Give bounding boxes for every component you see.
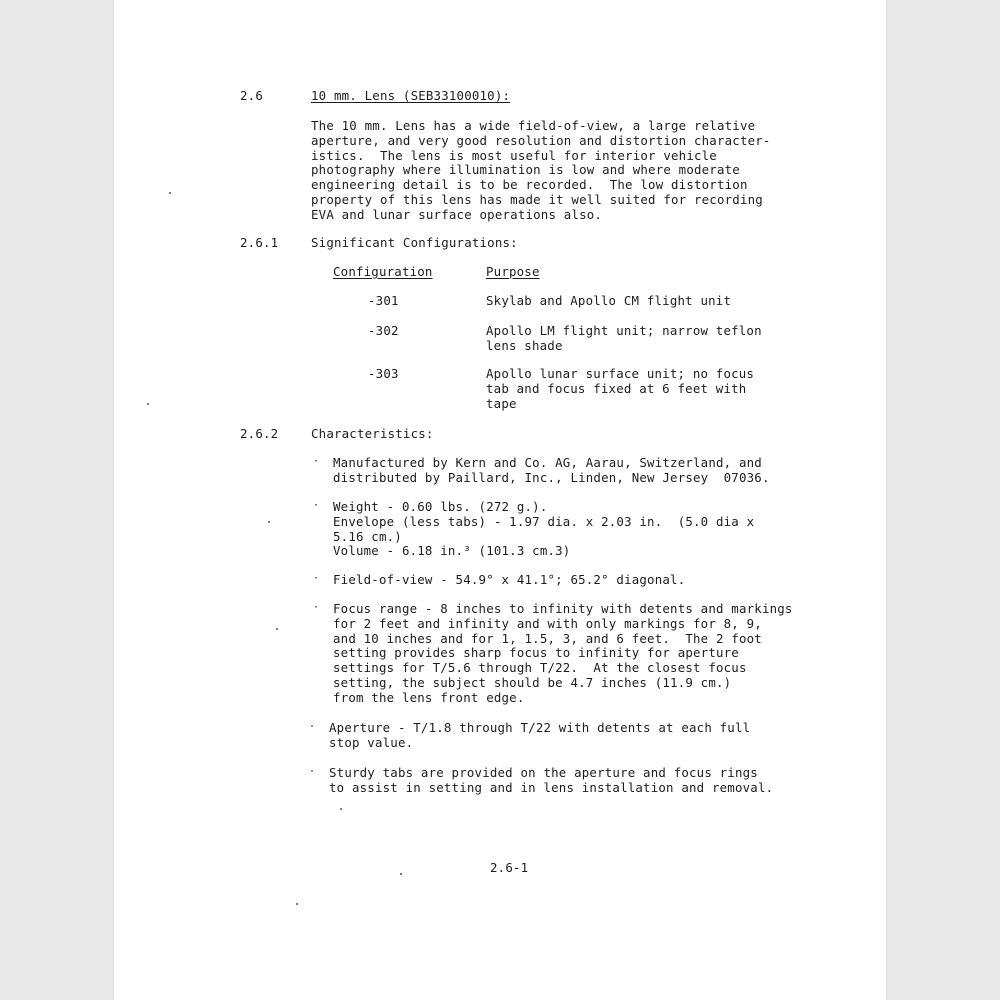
bullet-mark: · [313,573,320,584]
paragraph-line: engineering detail is to be recorded. The low distortion [311,177,748,193]
column-header-configuration: Configuration [333,264,433,279]
page-number: 2.6-1 [490,860,529,875]
scan-speck [400,873,402,875]
characteristic-line: Weight - 0.60 lbs. (272 g.). [333,499,548,514]
purpose-cell: Apollo LM flight unit; narrow teflon [486,323,762,338]
characteristic-line: Field-of-view - 54.9° x 41.1°; 65.2° diagonal. [333,572,686,587]
characteristic-line: Sturdy tabs are provided on the aperture and focus rings [329,765,758,780]
characteristic-line: Manufactured by Kern and Co. AG, Aarau, Switzerland, and [333,455,762,470]
characteristic-line: Volume - 6.18 in.³ (101.3 cm.3) [333,543,571,559]
paragraph-line: The 10 mm. Lens has a wide field-of-view, a large relative [311,118,756,133]
document-page [114,0,886,1000]
characteristic-line: settings for T/5.6 through T/22. At the closest focus [333,660,747,676]
section-title-2-6: 10 mm. Lens (SEB33100010): [311,88,511,103]
purpose-cell: tape [486,395,517,411]
section-title-2-6-2: Characteristics: [311,426,434,441]
config-cell: -303 [368,366,399,381]
paragraph-line: property of this lens has made it well suited for recording [311,192,763,207]
characteristic-line: Envelope (less tabs) - 1.97 dia. x 2.03 in. (5.0 dia x [333,513,755,529]
purpose-cell: Apollo lunar surface unit; no focus [486,366,755,381]
scan-speck [340,808,342,810]
characteristic-line: for 2 feet and infinity and with only markings for 8, 9, [333,615,762,631]
paragraph-line: EVA and lunar surface operations also. [311,206,603,222]
characteristic-line: from the lens front edge. [333,689,525,705]
characteristic-line: stop value. [329,734,414,750]
bullet-mark: · [309,766,316,777]
purpose-cell: tab and focus fixed at 6 feet with [486,380,747,396]
characteristic-line: Focus range - 8 inches to infinity with detents and markings [333,601,793,616]
paragraph-line: photography where illumination is low and where moderate [311,162,740,178]
section-number-2-6: 2.6 [240,88,263,103]
characteristic-line: and 10 inches and for 1, 1.5, 3, and 6 feet. The 2 foot [333,630,762,646]
scan-speck [276,628,278,630]
characteristic-line: setting, the subject should be 4.7 inches (11.9 cm.) [333,675,732,690]
bullet-mark: · [313,456,320,467]
scan-speck [296,903,298,905]
section-title-2-6-1: Significant Configurations: [311,235,518,250]
scan-speck [169,192,171,194]
purpose-cell: Skylab and Apollo CM flight unit [486,293,732,308]
bullet-mark: · [313,500,320,511]
purpose-cell: lens shade [486,337,563,353]
paragraph-line: istics. The lens is most useful for interior vehicle [311,147,717,163]
characteristic-line: 5.16 cm.) [333,528,402,544]
section-number-2-6-2: 2.6.2 [240,426,279,441]
column-header-purpose: Purpose [486,264,540,279]
bullet-mark: · [313,602,320,613]
scan-speck [268,521,270,523]
characteristic-line: to assist in setting and in lens installation and removal. [329,779,774,795]
scan-speck [147,403,149,405]
bullet-mark: · [309,721,316,732]
section-number-2-6-1: 2.6.1 [240,235,279,250]
config-cell: -301 [368,293,399,308]
paragraph-line: aperture, and very good resolution and distortion character- [311,132,771,148]
characteristic-line: distributed by Paillard, Inc., Linden, New Jersey 07036. [333,469,770,485]
characteristic-line: setting provides sharp focus to infinity for aperture [333,645,739,661]
config-cell: -302 [368,323,399,338]
characteristic-line: Aperture - T/1.8 through T/22 with detents at each full [329,720,751,735]
